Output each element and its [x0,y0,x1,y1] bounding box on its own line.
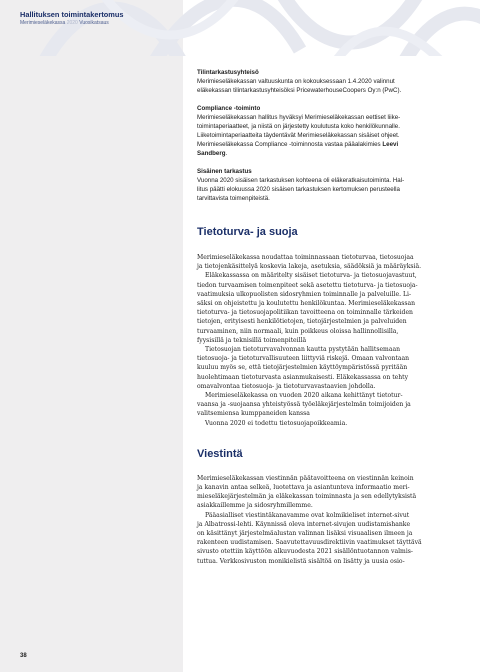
text-line: Sandberg. [197,150,228,157]
text-line: fyysisillä ja teknisillä toimenpiteillä [197,336,307,344]
text-line: Tietosuojan tietoturvavalvonnan kautta pystytään hallitsemaan [205,346,401,354]
text-line: tietoturva- ja tietosuojapolitiikan tavoitteena on toiminnalle tärkeiden [197,309,413,317]
text-line: ja Albatrossi-lehti. Käynnissä oleva internet-sivujen uudistamishanke [197,520,411,528]
internal-audit-heading: Sisäinen tarkastus [197,168,252,175]
text-line: vaansa ja -suojaansa yhteistyössä työeläkejärjestelmän toimijoiden ja [197,401,411,409]
text-line: litus päätti elokuussa 2020 sisäisen tarkastuksen kertomuksen perusteella [197,186,400,193]
text-line: asiakkaillemme ja sidosryhmillemme. [197,502,313,510]
audit-heading: Tilintarkastusyhteisö [197,69,259,76]
text-line: omavalvontaa tietosuoja- ja tietoturvavastaavien johdolla. [197,382,376,390]
paragraph [197,271,455,345]
text-line: mieseläkejärjestelmän ja eläkekassan toiminnasta ja sen edellytyksistä [197,493,417,501]
text-line: Eläkekassassa on määritelty sisäiset tietoturva- ja tietosuojavastuut, [205,272,417,280]
security-heading [197,226,455,238]
security-body [197,253,455,428]
text-line: vaatimuksia ulkopuolisten sidosryhmien toiminnalle ja palveluille. Li- [197,290,412,298]
paragraph [197,391,455,419]
compliance-heading: Compliance -toiminto [197,105,261,112]
text-line: ja kanavin antaa selkeä, luotettava ja asiantunteva informaatio meri- [197,484,410,492]
audit-block [197,68,455,95]
communication-body [197,474,455,566]
text-line: Vuonna 2020 ei todettu tietosuojapoikkeamia. [205,419,348,427]
text-line: on käsittänyt järjestelmäalustan valinnan lisäksi visuaalisen ilmeen ja [197,530,413,538]
internal-audit-text [197,176,455,203]
wave-decoration [0,0,480,56]
text-line: Merimieseläkekassa noudattaa toiminnassaan tietoturvaa, tietosuojaa [197,254,414,261]
text-line: kuuluu myös se, että tietojärjestelmien käyttöympäristössä pyritään [197,364,408,372]
text-line: Merimieseläkekassan valtuuskunta on kokouksessaan 1.4.2020 valinnut [197,78,395,85]
text-line: rakenteen uudistamisen. Saavutettavuusdirektiivin vaatimukset täyttävä [197,539,422,547]
text-line: säksi on ohjeistettu ja koulutettu henkilökuntaa. Merimieseläkekassan [197,300,416,308]
text-line: Vuonna 2020 sisäisen tarkastuksen kohteena oli eläkeratkaisutoiminta. Hal- [197,177,405,184]
paragraph [197,345,455,391]
page-header [0,0,480,56]
text-line: tiedon turvaamisen toimenpiteet sekä asetettu tietoturva- ja tietosuoja- [197,281,418,289]
report-company: Merimieseläkekassa [20,20,66,26]
compliance-text [197,113,455,158]
text-line: turvaaminen, niin normaali, kuin poikkeus oloissa hallinnollisilla, [197,327,399,335]
person-last-name: Sandberg [197,150,226,157]
paragraph [197,419,455,428]
audit-text [197,77,455,95]
text-line: toimintaperiaatteet, ja niistä on järjestetty koulutusta koko henkilökunnalle. [197,123,400,130]
sidebar-panel [0,0,183,672]
security-heading-sep: - [249,226,257,238]
paragraph [197,253,455,271]
text-line: tarvittavista toimenpiteistä. [197,195,270,202]
security-heading-bold: Tietoturva [197,226,250,238]
internal-audit-block [197,167,455,203]
text-line: eläkekassan tilintarkastusyhteisöksi PricewaterhouseCoopers Oy:n (PwC). [197,87,402,94]
report-doc-type: Vuosikatsaus [79,20,109,26]
text-line: valitsemiensa kumppaneiden kanssa [197,410,310,418]
text-line: Merimieseläkekassan hallitus hyväksyi Merimieseläkekassan eettiset liike- [197,114,401,121]
report-subtitle [20,20,109,26]
paragraph [197,511,455,566]
text-line: tuttua. Verkkosivuston monikielistä sisältöä on lisätty ja uusia osio- [197,557,405,565]
text-line: Merimieseläkekassan viestinnän päätavoitteena on viestinnän keinoin [197,474,414,482]
text-line: Liiketoimintaperiaatteita täydentävät Merimieseläkekassan sisäiset ohjeet. [197,132,400,139]
report-title: Hallituksen toimintakertomus [20,10,124,19]
text-line: huolehtimaan tietoturvasta asianmukaisesti. Eläkekassassa on tehty [197,373,409,381]
paragraph [197,474,455,511]
page-number: 38 [20,653,27,659]
text-fragment: Merimieseläkekassa Compliance -toiminnosta vastaa pääalakimies [197,141,381,148]
report-year: 2020 [66,20,78,26]
person-first-name: Leevi [382,141,399,148]
text-line [197,140,455,149]
communication-heading-text: Viestintä [197,447,243,460]
text-line: Pääasialliset viestintäkanavamme ovat kolmikieliset internet-sivut [205,511,410,519]
text-line: sivusto otettiin käyttöön alkuvuodesta 2021 sisällöntuotannon valmis- [197,548,413,556]
text-line: ja tietojenkäsittelyä koskevia lakeja, asetuksia, säädöksiä ja määräyksiä. [197,263,422,271]
security-heading-rest: ja suoja [256,226,298,238]
text-line: Merimieseläkekassa on vuoden 2020 aikana kehittänyt tietotur- [205,392,403,400]
compliance-block [197,104,455,158]
text-line: tietojen, erityisesti henkilötietojen, tietojärjestelmien ja palveluiden [197,318,407,326]
text-line: tietosuoja- ja tietoturvallisuuteen liittyviä riskejä. Omaan valvontaan [197,355,410,363]
communication-heading [197,448,455,460]
main-content [197,68,455,566]
